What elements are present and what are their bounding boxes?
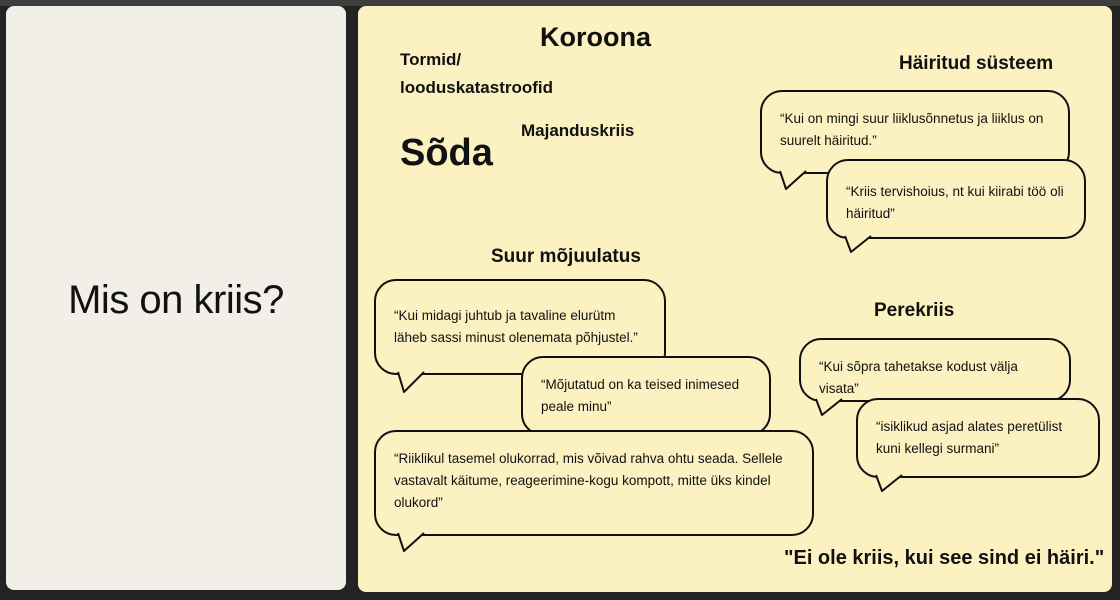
speech-tail-liiklus <box>778 171 818 193</box>
keyword-koroona: Koroona <box>540 22 651 52</box>
quote-text-sopra: “Kui sõpra tahetakse kodust välja visata” <box>819 359 1018 396</box>
speech-tail-sopra <box>814 399 854 421</box>
speech-tail-tervishoid <box>843 236 883 258</box>
quote-text-liiklus: “Kui on mingi suur liiklusõnnetus ja liiklus on suurelt häiritud.” <box>780 111 1044 148</box>
quote-text-isiklikud: “isiklikud asjad alates peretülist kuni kellegi surmani” <box>876 419 1063 456</box>
keyword-majanduskriis: Majanduskriis <box>521 121 635 140</box>
heading-perekriis: Perekriis <box>874 300 955 321</box>
title-panel <box>6 6 346 590</box>
quote-bubble-sopra <box>799 338 1071 402</box>
quote-text-elurutm: “Kui midagi juhtub ja tavaline elurütm läheb sassi minust olenemata põhjustel.” <box>394 308 638 345</box>
quote-text-teised: “Mõjutatud on ka teised inimesed peale minu” <box>541 377 740 414</box>
keyword-soda: Sõda <box>400 132 493 174</box>
closing-quote: "Ei ole kriis, kui see sind ei häiri." <box>784 547 1105 569</box>
speech-tail-elurutm <box>396 372 436 398</box>
speech-tail-riiklik <box>396 533 436 557</box>
keyword-tormid-line1: Tormid/ <box>400 50 462 69</box>
keyword-tormid <box>400 46 553 102</box>
keyword-tormid-line2: looduskatastroofid <box>400 78 554 97</box>
heading-suur-mojuulatus: Suur mõjuulatus <box>491 246 641 267</box>
slide-title: Mis on kriis? <box>68 278 284 322</box>
quote-bubble-teised <box>521 356 771 436</box>
quote-text-riiklik: “Riiklikul tasemel olukorrad, mis võivad rahva ohtu seada. Sellele vastavalt käitume, reageerimine-kogu kompott, mitte üks kindel olukord” <box>394 451 783 510</box>
quote-bubble-tervishoid <box>826 159 1086 239</box>
quote-bubble-isiklikud <box>856 398 1100 478</box>
quote-text-tervishoid: “Kriis tervishoius, nt kui kiirabi töö oli häiritud” <box>846 184 1064 221</box>
speech-tail-isiklikud <box>874 475 914 497</box>
quote-bubble-riiklik <box>374 430 814 536</box>
heading-hairitud-susteem: Häiritud süsteem <box>899 53 1054 74</box>
crisis-notes-board <box>358 6 1112 592</box>
